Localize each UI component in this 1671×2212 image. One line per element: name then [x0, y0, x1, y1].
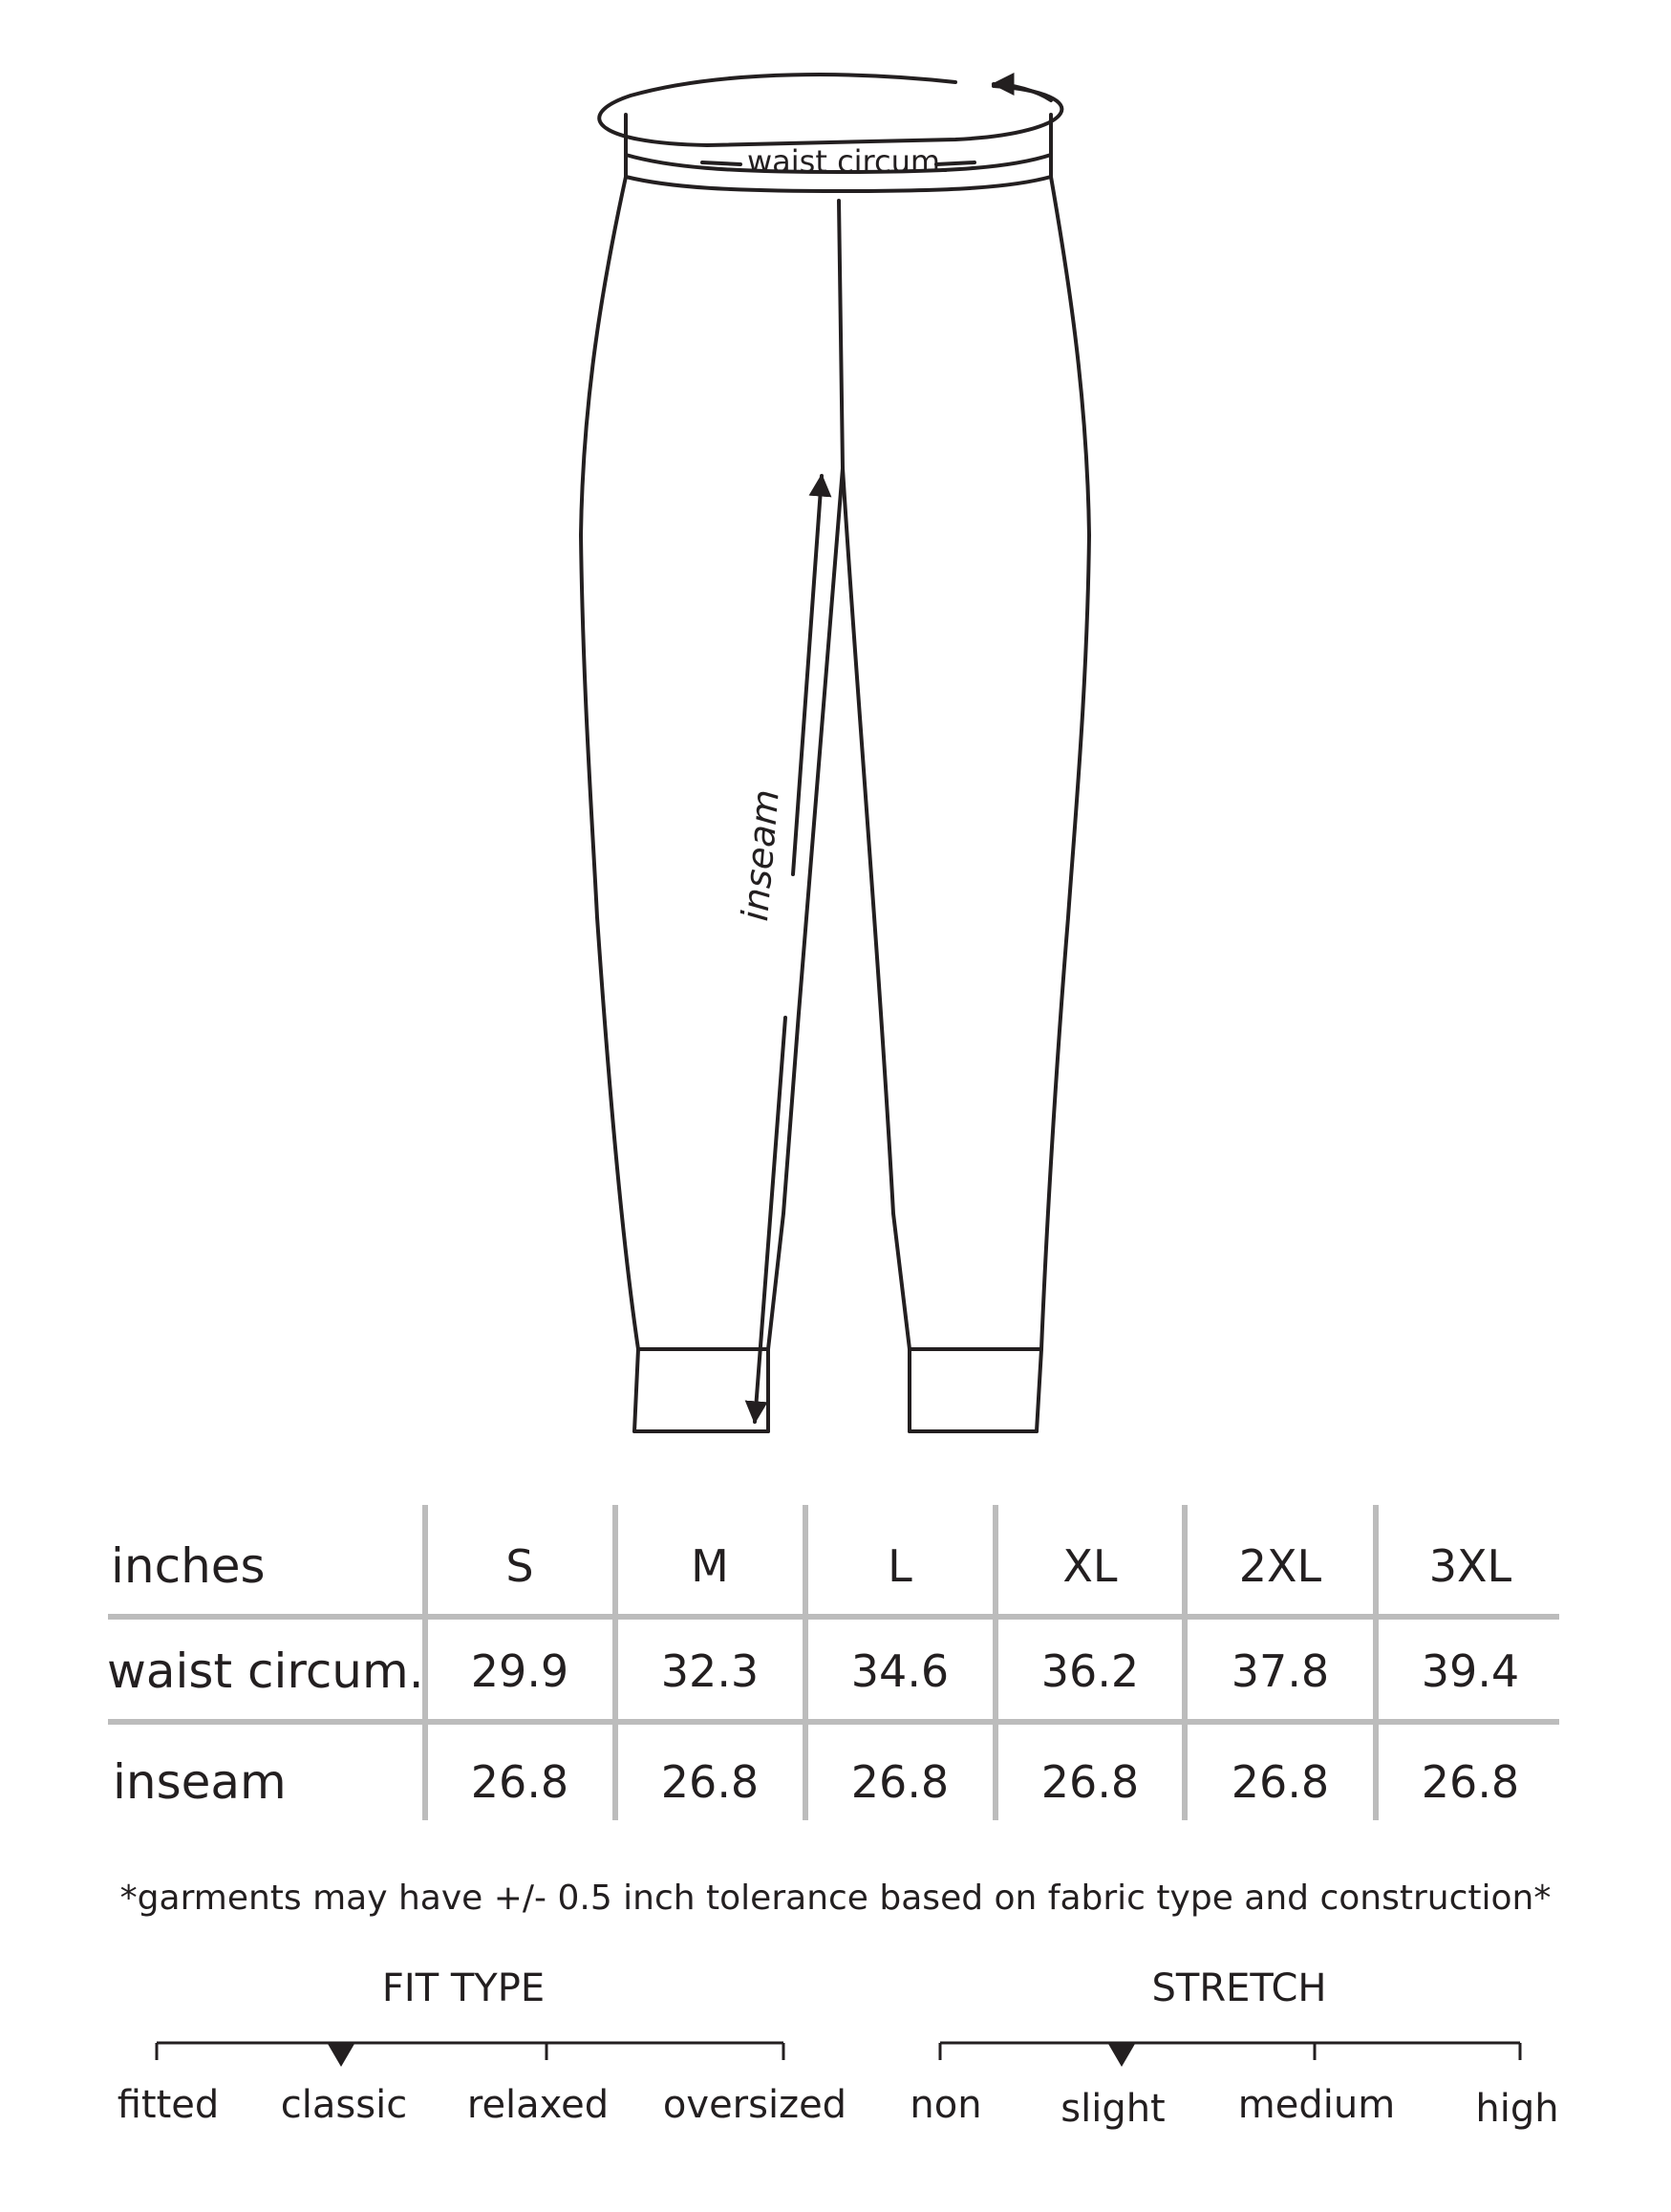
waist-label: waist circum. — [747, 143, 951, 180]
tolerance-note: *garments may have +/- 0.5 inch tolerance based on fabric type and construction* — [119, 1879, 1552, 1918]
stretch-option-slight: slight — [1060, 2087, 1166, 2131]
stretch-option-high: high — [1475, 2087, 1559, 2131]
crotch-seam — [839, 201, 843, 468]
row-label-waist: waist circum. — [107, 1643, 424, 1699]
inseam-label: inseam — [734, 787, 787, 923]
waist-value-2xl: 37.8 — [1231, 1645, 1330, 1697]
inner-leg-left — [768, 468, 843, 1431]
inseam-arrow-upper — [793, 476, 822, 874]
size-header-xl: XL — [1062, 1540, 1118, 1592]
fit-option-classic: classic — [280, 2083, 408, 2127]
stretch-title: STRETCH — [1151, 1966, 1327, 2010]
fit-option-oversized: oversized — [662, 2083, 847, 2127]
fit-type-scale — [143, 2031, 831, 2070]
waist-value-3xl: 39.4 — [1421, 1645, 1520, 1697]
inseam-value-m: 26.8 — [660, 1756, 760, 1808]
size-header-m: M — [691, 1540, 729, 1592]
waist-value-s: 29.9 — [470, 1645, 569, 1697]
fit-type-marker — [328, 2044, 354, 2067]
table-unit-header: inches — [111, 1538, 266, 1594]
fit-option-relaxed: relaxed — [466, 2083, 610, 2127]
inner-leg-right — [843, 468, 910, 1431]
size-header-3xl: 3XL — [1428, 1540, 1512, 1592]
pants-outline-left — [581, 177, 638, 1431]
pants-outline-right — [1037, 177, 1089, 1431]
fit-option-fitted: fitted — [117, 2083, 220, 2127]
row-label-inseam: inseam — [113, 1754, 287, 1810]
waist-label-leader-left — [702, 162, 740, 164]
waist-value-l: 34.6 — [850, 1645, 950, 1697]
stretch-marker — [1108, 2044, 1135, 2067]
stretch-option-non: non — [910, 2083, 982, 2127]
stretch-scale — [927, 2031, 1615, 2070]
waist-value-m: 32.3 — [660, 1645, 760, 1697]
inseam-value-s: 26.8 — [470, 1756, 569, 1808]
size-header-2xl: 2XL — [1238, 1540, 1322, 1592]
inseam-value-xl: 26.8 — [1040, 1756, 1140, 1808]
size-header-s: S — [505, 1540, 534, 1592]
size-header-l: L — [888, 1540, 912, 1592]
waist-value-xl: 36.2 — [1040, 1645, 1140, 1697]
inseam-value-3xl: 26.8 — [1421, 1756, 1520, 1808]
inseam-value-l: 26.8 — [850, 1756, 950, 1808]
fit-type-title: FIT TYPE — [381, 1966, 546, 2010]
inseam-value-2xl: 26.8 — [1231, 1756, 1330, 1808]
stretch-option-medium: medium — [1237, 2083, 1396, 2127]
